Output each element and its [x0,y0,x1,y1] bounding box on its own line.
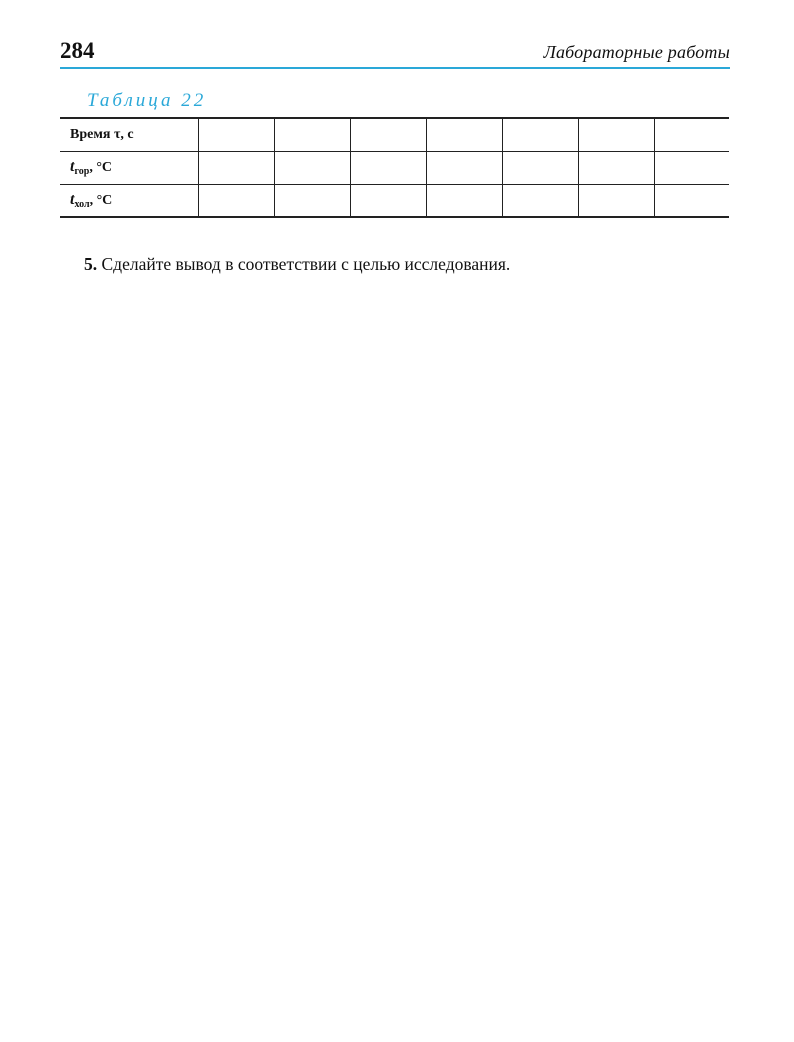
table-cell [426,184,502,217]
table-cell [350,151,426,184]
unit-label: , °C [89,192,113,208]
table-cell [502,184,578,217]
table-row-time [60,118,729,151]
table-cell [198,151,274,184]
table-cell [654,151,729,184]
table-cell [198,184,274,217]
table-caption: Таблица 22 [87,90,207,111]
page-number: 284 [60,38,95,63]
table-cell [274,151,350,184]
subscript: гор [74,166,90,177]
table-cell [350,184,426,217]
table-cell [502,151,578,184]
task-item [84,253,510,275]
symbol-t: t [70,190,75,208]
row-header-hot-temperature [60,151,198,184]
table-cell [578,151,654,184]
symbol-t: t [70,158,75,175]
row-header-time [60,118,198,151]
table-cell [578,118,654,151]
table-cell [426,151,502,184]
task-text: Сделайте вывод в соответствии с целью исследования. [97,254,511,274]
header-rule [60,67,730,69]
subscript: хол [74,198,90,210]
row-label: Время τ, с [70,126,134,142]
table-cell [198,118,274,151]
table-cell [578,184,654,217]
table-cell [350,118,426,151]
data-table [60,117,729,218]
table-cell [274,118,350,151]
unit-label: , °C [89,160,113,175]
table-cell [274,184,350,217]
running-head: Лабораторные работы [543,42,730,62]
table-cell [426,118,502,151]
page-header [60,36,730,68]
table-row-cold-temperature [60,184,729,217]
table-cell [502,118,578,151]
table-cell [654,184,729,217]
row-header-cold-temperature [60,184,198,217]
task-number: 5. [84,254,98,274]
table-cell [654,118,729,151]
table-row-hot-temperature [60,151,729,184]
